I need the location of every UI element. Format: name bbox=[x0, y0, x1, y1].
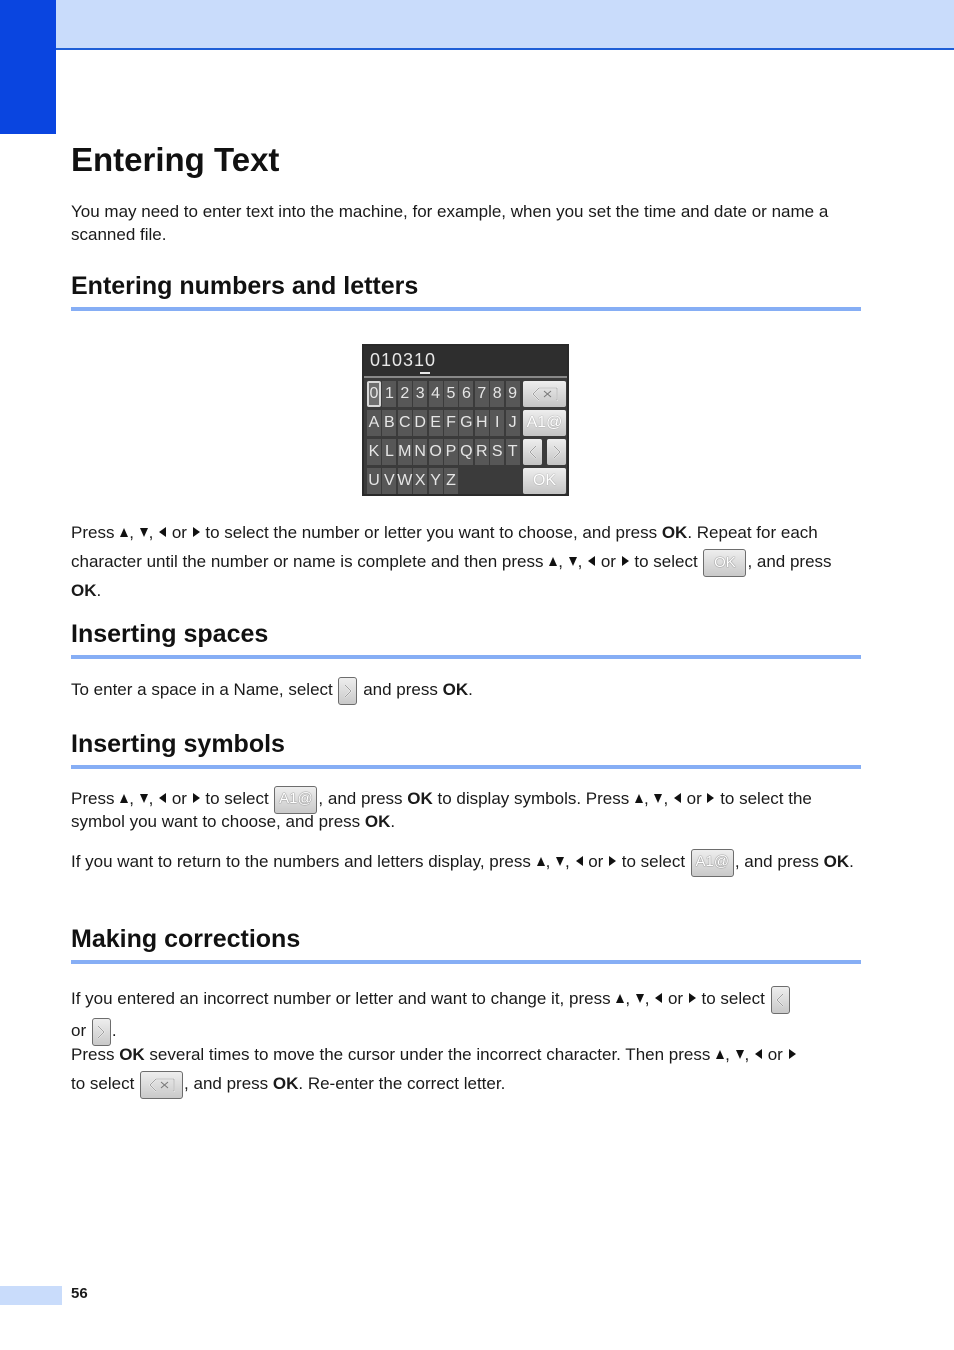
corrections-paragraph-2: Press OK several times to move the cursor under the incorrect character. Then press , , or to select , and press OK. Re-enter the correct letter. bbox=[71, 1040, 861, 1098]
up-triangle-icon bbox=[549, 557, 557, 566]
lcd-key-i: I bbox=[490, 410, 504, 436]
left-triangle-icon bbox=[159, 527, 166, 537]
lcd-right-arrow-key bbox=[547, 439, 566, 465]
lcd-left-arrow-key bbox=[523, 439, 542, 465]
lcd-key-f: F bbox=[444, 410, 458, 436]
page-title: Entering Text bbox=[71, 141, 280, 178]
lcd-key-x: X bbox=[413, 468, 427, 494]
lcd-key-y: Y bbox=[429, 468, 443, 494]
lcd-cursor bbox=[420, 372, 430, 374]
heading-inserting-symbols: Inserting symbols bbox=[71, 730, 861, 769]
lcd-key-0: 0 bbox=[367, 381, 381, 407]
right-triangle-icon bbox=[689, 993, 696, 1003]
up-triangle-icon bbox=[537, 857, 545, 866]
lcd-key-t: T bbox=[506, 439, 520, 465]
lcd-key-g: G bbox=[459, 410, 473, 436]
corrections-paragraph-1: If you entered an incorrect number or letter and want to change it, press , , or to select or . bbox=[71, 983, 861, 1047]
lcd-key-7: 7 bbox=[475, 381, 489, 407]
lcd-key-a: A bbox=[367, 410, 381, 436]
left-arrow-key bbox=[771, 986, 790, 1014]
spaces-paragraph: To enter a space in a Name, select and press OK. bbox=[71, 679, 861, 702]
lcd-key-u: U bbox=[367, 468, 381, 494]
chapter-tab bbox=[0, 0, 56, 134]
footer-band bbox=[0, 1286, 62, 1305]
left-triangle-icon bbox=[159, 793, 166, 803]
lcd-key-k: K bbox=[367, 439, 381, 465]
down-triangle-icon bbox=[556, 857, 564, 866]
left-triangle-icon bbox=[674, 793, 681, 803]
right-triangle-icon bbox=[707, 793, 714, 803]
up-triangle-icon bbox=[716, 1050, 724, 1059]
down-triangle-icon bbox=[140, 794, 148, 803]
down-triangle-icon bbox=[636, 994, 644, 1003]
down-triangle-icon bbox=[654, 794, 662, 803]
numbers-paragraph: Press , , or to select the number or letter you want to choose, and press OK. Repeat for each character until the number or name is complete and then press , , or to select OK , and press OK. bbox=[71, 523, 832, 600]
lcd-key-5: 5 bbox=[444, 381, 458, 407]
backspace-key bbox=[140, 1071, 183, 1099]
up-triangle-icon bbox=[120, 528, 128, 537]
down-triangle-icon bbox=[140, 528, 148, 537]
backspace-icon bbox=[531, 386, 559, 402]
lcd-key-v: V bbox=[382, 468, 396, 494]
lcd-key-d: D bbox=[413, 410, 427, 436]
lcd-key-1: 1 bbox=[382, 381, 396, 407]
lcd-key-j: J bbox=[506, 410, 520, 436]
lcd-key-e: E bbox=[429, 410, 443, 436]
lcd-symbol-key: A1@ bbox=[523, 410, 566, 436]
lcd-backspace-key bbox=[523, 381, 566, 407]
lcd-key-q: Q bbox=[459, 439, 473, 465]
up-triangle-icon bbox=[120, 794, 128, 803]
lcd-key-m: M bbox=[398, 439, 412, 465]
page-number: 56 bbox=[71, 1285, 88, 1302]
left-triangle-icon bbox=[655, 993, 662, 1003]
right-arrow-icon bbox=[96, 1024, 106, 1040]
lcd-key-8: 8 bbox=[490, 381, 504, 407]
ok-key: OK bbox=[703, 549, 746, 577]
header-band bbox=[0, 0, 954, 50]
right-triangle-icon bbox=[622, 556, 629, 566]
down-triangle-icon bbox=[736, 1050, 744, 1059]
right-arrow-icon bbox=[343, 683, 353, 699]
lcd-key-n: N bbox=[413, 439, 427, 465]
symbols-paragraph-1: Press , , or to select A1@ , and press OK to display symbols. Press , , or to select the symbol you want to choose, and press OK. bbox=[71, 788, 861, 833]
down-triangle-icon bbox=[569, 557, 577, 566]
right-triangle-icon bbox=[789, 1049, 796, 1059]
lcd-ok-key: OK bbox=[523, 468, 566, 494]
right-triangle-icon bbox=[609, 856, 616, 866]
right-triangle-icon bbox=[193, 527, 200, 537]
lcd-key-3: 3 bbox=[413, 381, 427, 407]
left-triangle-icon bbox=[576, 856, 583, 866]
lcd-keyboard-figure bbox=[362, 344, 569, 496]
right-arrow-key bbox=[338, 677, 357, 705]
lcd-key-2: 2 bbox=[398, 381, 412, 407]
heading-inserting-spaces: Inserting spaces bbox=[71, 620, 861, 659]
left-triangle-icon bbox=[588, 556, 595, 566]
up-triangle-icon bbox=[616, 994, 624, 1003]
lcd-key-c: C bbox=[398, 410, 412, 436]
lcd-key-9: 9 bbox=[506, 381, 520, 407]
symbol-key: A1@ bbox=[691, 849, 734, 877]
right-triangle-icon bbox=[193, 793, 200, 803]
lcd-key-p: P bbox=[444, 439, 458, 465]
lcd-entry-field: 010310 bbox=[364, 346, 567, 378]
heading-entering-numbers: Entering numbers and letters bbox=[71, 272, 861, 311]
backspace-icon bbox=[148, 1077, 176, 1093]
lcd-key-w: W bbox=[398, 468, 412, 494]
left-arrow-icon bbox=[775, 992, 785, 1008]
right-arrow-icon bbox=[552, 444, 562, 460]
lcd-key-4: 4 bbox=[429, 381, 443, 407]
lcd-key-o: O bbox=[429, 439, 443, 465]
left-arrow-icon bbox=[528, 444, 538, 460]
lcd-key-6: 6 bbox=[459, 381, 473, 407]
symbols-paragraph-2: If you want to return to the numbers and letters display, press , , or to select A1@ , and press OK. bbox=[71, 851, 861, 874]
up-triangle-icon bbox=[635, 794, 643, 803]
heading-making-corrections: Making corrections bbox=[71, 925, 861, 964]
intro-paragraph: You may need to enter text into the machine, for example, when you set the time and date or name a scanned file. bbox=[71, 202, 829, 244]
lcd-key-h: H bbox=[475, 410, 489, 436]
symbol-key: A1@ bbox=[274, 786, 317, 814]
lcd-key-z: Z bbox=[444, 468, 458, 494]
lcd-key-s: S bbox=[490, 439, 504, 465]
lcd-key-l: L bbox=[382, 439, 396, 465]
lcd-key-r: R bbox=[475, 439, 489, 465]
lcd-key-b: B bbox=[382, 410, 396, 436]
left-triangle-icon bbox=[755, 1049, 762, 1059]
